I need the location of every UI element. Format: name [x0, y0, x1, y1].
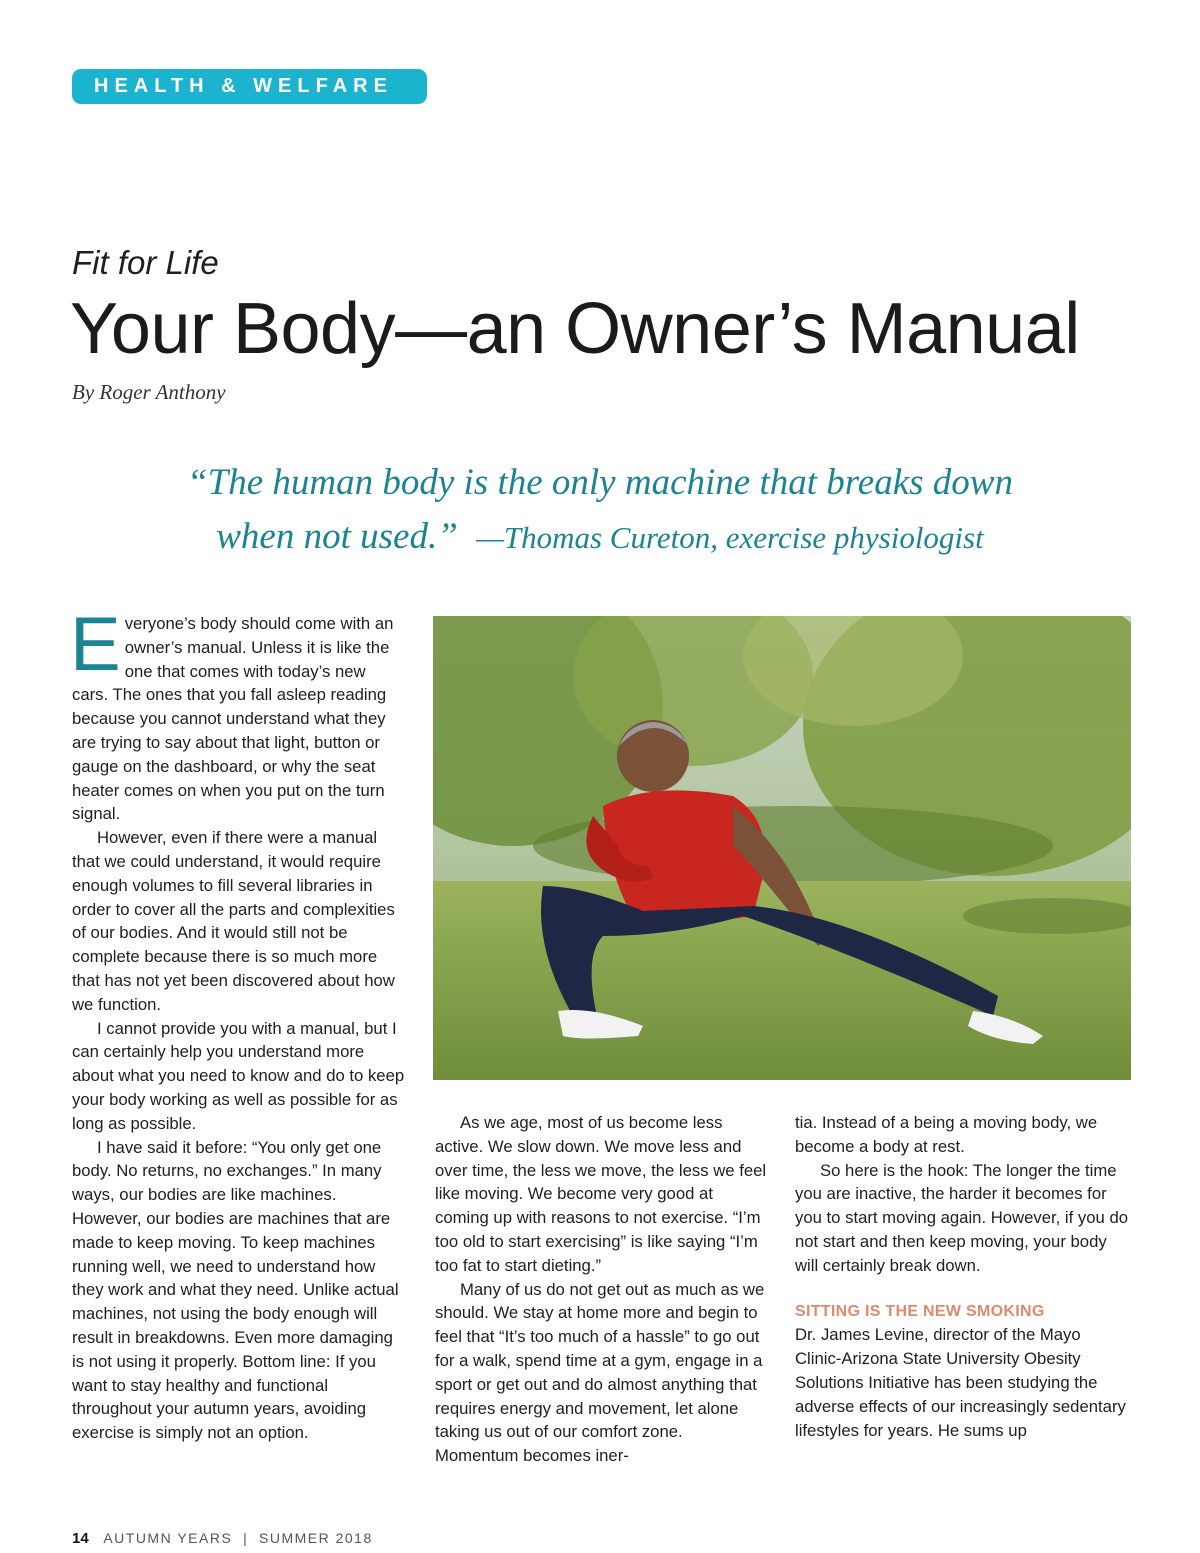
pull-quote-line2: when not used.” [216, 516, 458, 557]
body-paragraph: So here is the hook: The longer the time you are inactive, the harder it becomes for you to start moving again. However, if you do not start and then keep moving, your body will certainly break down. [795, 1160, 1128, 1275]
article-kicker: Fit for Life [72, 244, 219, 281]
section-label: HEALTH & WELFARE [72, 69, 427, 104]
body-column-1 [70, 602, 406, 1445]
body-column-2 [435, 1111, 768, 1468]
body-column-3 [795, 1111, 1129, 1442]
body-paragraph: Many of us do not get out as much as we should. We stay at home more and begin to feel that “It’s too much of a hassle” to go out for a walk, spend time at a gym, engage in a sport or get out and do almost anything that requires energy and movement, let alone taking us out of our comfort zone. Momentum becomes iner- [435, 1279, 765, 1466]
body-paragraph: I cannot provide you with a manual, but I can certainly help you understand more about what you need to know and do to keep your body working as well as possible for as long as possible. [72, 1018, 405, 1133]
man-stretching-in-park-image [433, 616, 1131, 1080]
pull-quote-line1: “The human body is the only machine that breaks down [187, 462, 1013, 503]
publication-name: AUTUMN YEARS [103, 1530, 233, 1546]
footer-separator: | [243, 1530, 249, 1546]
body-paragraph: I have said it before: “You only get one body. No returns, no exchanges.” In many ways, our bodies are like machines. However, our bodies are machines that are made to keep moving. To keep machines running well, we need to understand how they work and what they need. Unlike actual machines, not using the body enough will result in breakdowns. Even more damaging is not using it properly. Bottom line: If you want to stay healthy and functional throughout your autumn years, avoiding exercise is simply not an option. [72, 1137, 399, 1443]
pull-quote-attribution: —Thomas Cureton, exercise physiologist [476, 520, 984, 555]
drop-cap: E [70, 602, 121, 687]
section-subhead: SITTING IS THE NEW SMOKING [795, 1302, 1045, 1320]
body-paragraph: Dr. James Levine, director of the Mayo Clinic-Arizona State University Obesity Solutions Initiative has been studying the adverse effects of our increasingly sedentary lifestyles for years. He sums up [795, 1325, 1126, 1440]
page-footer [72, 1530, 373, 1547]
pull-quote [130, 456, 1070, 565]
byline: By Roger Anthony [72, 380, 226, 404]
page-number: 14 [72, 1530, 89, 1547]
issue-date: SUMMER 2018 [259, 1530, 373, 1546]
paragraph-text: veryone’s body should come with an owner’s manual. Unless it is like the one that comes with today’s new cars. The ones that you fall asleep reading because you cannot understand what they are trying to say about that light, button or gauge on the dashboard, or why the seat heater comes on when you put on the turn signal. [72, 614, 394, 824]
body-paragraph: However, even if there were a manual that we could understand, it would require enough volumes to fill several libraries in order to cover all the parts and complexities of our bodies. And it would still not be complete because there is so much more that has not yet been discovered about how we function. [72, 828, 395, 1014]
body-paragraph [70, 602, 406, 826]
body-paragraph: As we age, most of us become less active. We slow down. We move less and over time, the less we move, the less we feel like moving. We become very good at coming up with reasons to not exercise. “I’m too old to start exercising” is like saying “I’m too fat to start dieting.” [435, 1113, 767, 1275]
article-headline: Your Body—an Owner’s Manual [70, 289, 1080, 369]
article-photo [433, 616, 1131, 1080]
body-paragraph: tia. Instead of a being a moving body, we become a body at rest. [795, 1113, 1098, 1156]
